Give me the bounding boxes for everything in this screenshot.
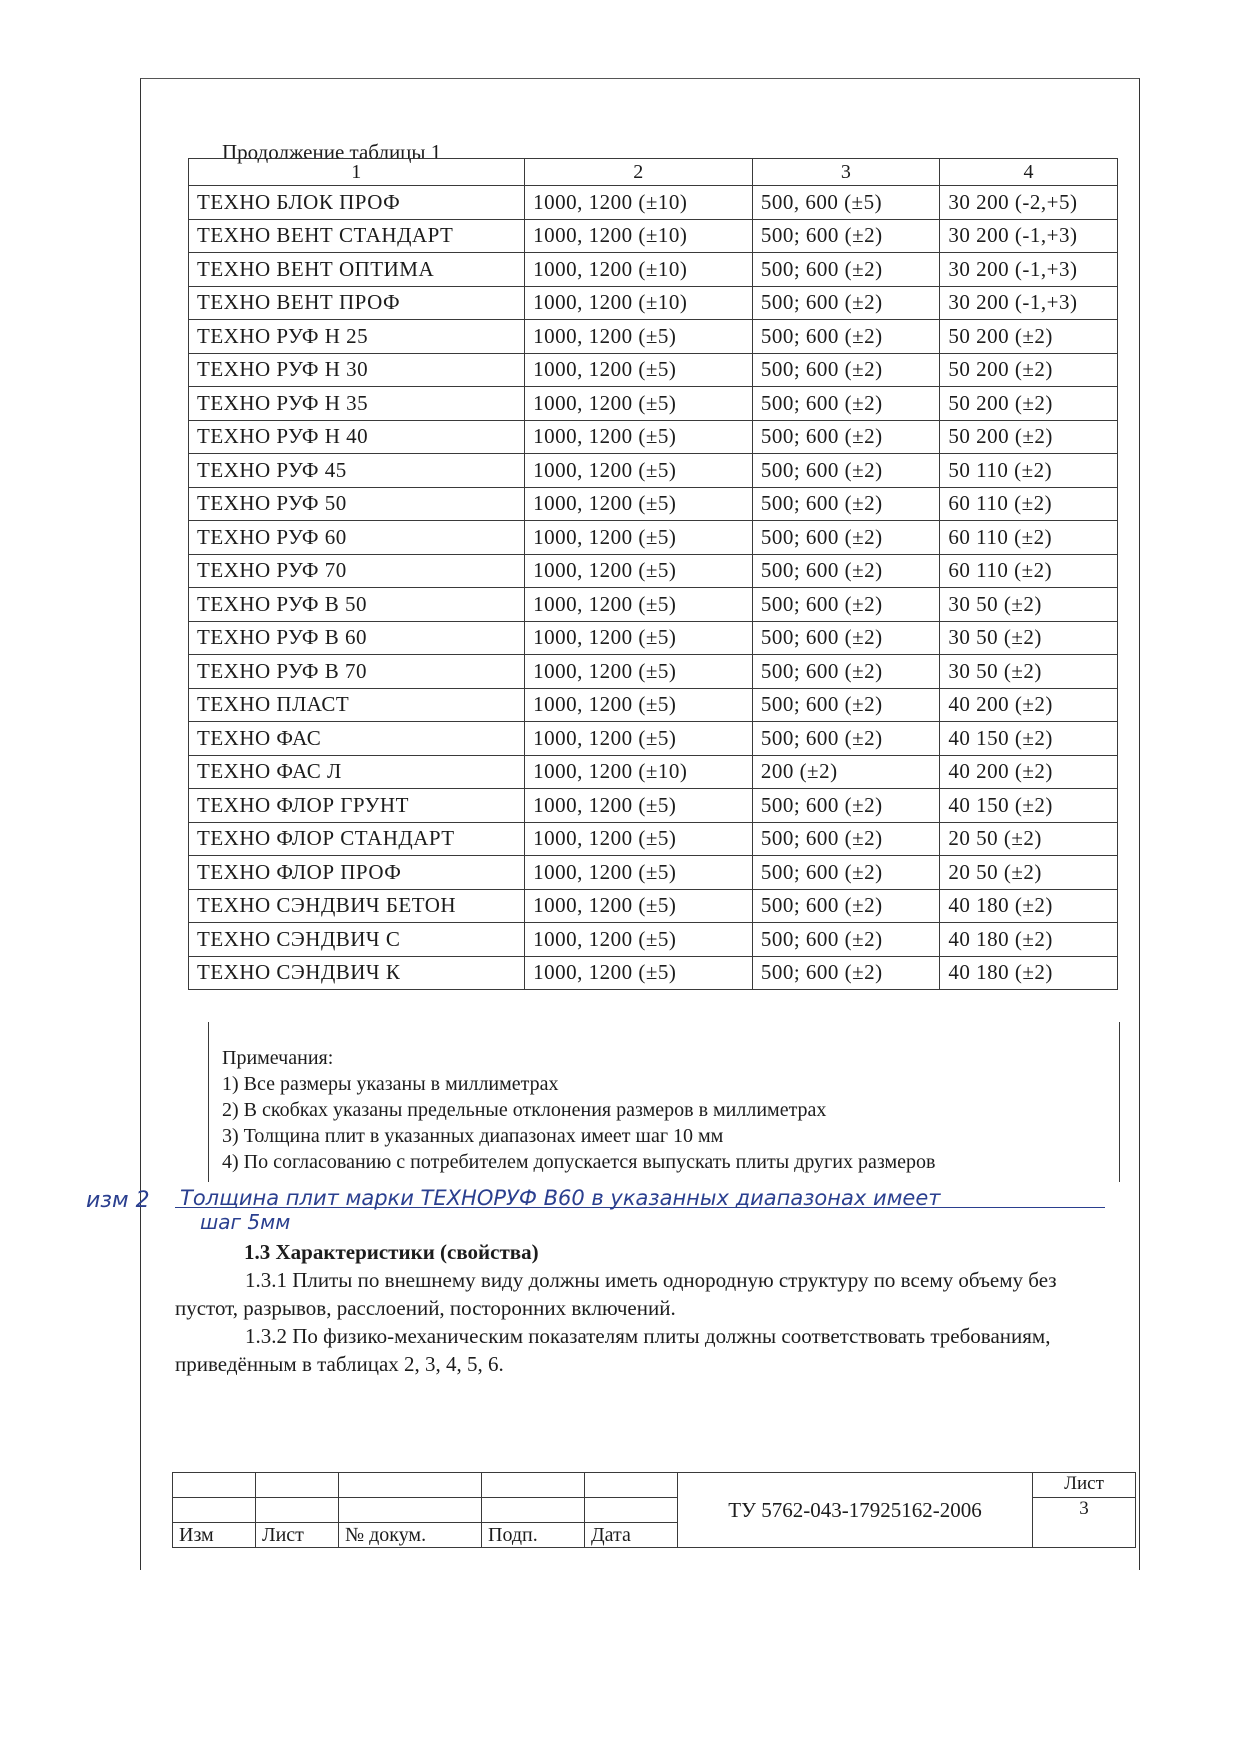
table-cell: ТЕХНО РУФ Н 30 <box>189 353 525 387</box>
title-block-stamp <box>172 1472 1136 1548</box>
table-row <box>189 286 1118 320</box>
table-cell: 50 110 (±2) <box>940 454 1118 488</box>
table-cell: 1000, 1200 (±5) <box>525 688 753 722</box>
table-cell: 500; 600 (±2) <box>752 554 940 588</box>
note-item: 1) Все размеры указаны в миллиметрах <box>222 1073 559 1095</box>
table-cell: 500; 600 (±2) <box>752 487 940 521</box>
stamp-label-signature: Подп. <box>482 1523 585 1548</box>
table-cell: ТЕХНО СЭНДВИЧ С <box>189 923 525 957</box>
table-cell: 1000, 1200 (±5) <box>525 454 753 488</box>
sheet-number: 3 <box>1033 1498 1136 1548</box>
table-row <box>189 521 1118 555</box>
table-cell: ТЕХНО ФЛОР СТАНДАРТ <box>189 822 525 856</box>
table-cell: 1000, 1200 (±5) <box>525 353 753 387</box>
handwritten-underline <box>175 1206 1105 1208</box>
table-cell: ТЕХНО РУФ Н 40 <box>189 420 525 454</box>
table-caption: Продолжение таблицы 1 <box>222 140 442 164</box>
table-cell: 50 200 (±2) <box>940 387 1118 421</box>
table-cell: ТЕХНО РУФ Н 35 <box>189 387 525 421</box>
table-cell: 1000, 1200 (±5) <box>525 554 753 588</box>
table-row <box>189 186 1118 220</box>
table-cell: 500; 600 (±2) <box>752 923 940 957</box>
section-paragraph-2: 1.3.2 По физико-механическим показателям плиты должны соответствовать требованиям, приведённым в таблицах 2, 3, 4, 5, 6. <box>175 1324 1051 1376</box>
table-cell: 500; 600 (±2) <box>752 454 940 488</box>
table-cell: 500; 600 (±2) <box>752 353 940 387</box>
table-cell: 500, 600 (±5) <box>752 186 940 220</box>
table-cell: 40 180 (±2) <box>940 889 1118 923</box>
table-cell: 500; 600 (±2) <box>752 889 940 923</box>
table-cell: 30 200 (-1,+3) <box>940 253 1118 287</box>
table-row <box>189 588 1118 622</box>
table-cell: 500; 600 (±2) <box>752 286 940 320</box>
handwritten-line-1: Толщина плит марки ТЕХНОРУФ В60 в указанных диапазонах имеет <box>180 1186 941 1210</box>
note-item: 4) По согласованию с потребителем допускается выпускать плиты других размеров <box>222 1151 936 1173</box>
table-cell: 1000, 1200 (±5) <box>525 387 753 421</box>
table-cell: 500; 600 (±2) <box>752 822 940 856</box>
table-cell: 500; 600 (±2) <box>752 588 940 622</box>
table-cell: 30 50 (±2) <box>940 655 1118 689</box>
table-cell: 50 200 (±2) <box>940 420 1118 454</box>
table-cell: 60 110 (±2) <box>940 487 1118 521</box>
stamp-label-date: Дата <box>585 1523 678 1548</box>
table-cell: 30 50 (±2) <box>940 621 1118 655</box>
handwritten-line-2: шаг 5мм <box>200 1210 291 1234</box>
table-cell: 1000, 1200 (±5) <box>525 588 753 622</box>
table-cell: 30 50 (±2) <box>940 588 1118 622</box>
table-cell: ТЕХНО РУФ 60 <box>189 521 525 555</box>
table-cell: 30 200 (-2,+5) <box>940 186 1118 220</box>
table-cell: 40 180 (±2) <box>940 923 1118 957</box>
table-cell: ТЕХНО ВЕНТ СТАНДАРТ <box>189 219 525 253</box>
table-cell: 500; 600 (±2) <box>752 253 940 287</box>
table-cell: ТЕХНО РУФ В 70 <box>189 655 525 689</box>
column-header-2: 2 <box>525 159 753 186</box>
table-cell: 1000, 1200 (±5) <box>525 923 753 957</box>
table-cell: 30 200 (-1,+3) <box>940 219 1118 253</box>
table-cell: 500; 600 (±2) <box>752 789 940 823</box>
table-cell: 40 200 (±2) <box>940 688 1118 722</box>
table-cell: 500; 600 (±2) <box>752 387 940 421</box>
table-cell: 40 180 (±2) <box>940 956 1118 990</box>
table-cell: 500; 600 (±2) <box>752 722 940 756</box>
table-row <box>189 755 1118 789</box>
table-cell: 1000, 1200 (±5) <box>525 320 753 354</box>
table-cell: 1000, 1200 (±5) <box>525 722 753 756</box>
table-row <box>189 454 1118 488</box>
table-cell: ТЕХНО РУФ В 50 <box>189 588 525 622</box>
table-cell: 1000, 1200 (±5) <box>525 856 753 890</box>
table-row <box>189 655 1118 689</box>
note-item: 3) Толщина плит в указанных диапазонах имеет шаг 10 мм <box>222 1125 724 1147</box>
notes <box>222 1045 1092 1175</box>
table-row <box>189 722 1118 756</box>
table-cell: ТЕХНО ФЛОР ГРУНТ <box>189 789 525 823</box>
table-cell: ТЕХНО РУФ Н 25 <box>189 320 525 354</box>
table-cell: 1000, 1200 (±10) <box>525 253 753 287</box>
table-cell: 20 50 (±2) <box>940 822 1118 856</box>
table-cell: 500; 600 (±2) <box>752 621 940 655</box>
table-cell: 60 110 (±2) <box>940 521 1118 555</box>
table-cell: 500; 600 (±2) <box>752 219 940 253</box>
table-cell: 1000, 1200 (±10) <box>525 219 753 253</box>
table-row <box>189 856 1118 890</box>
table-cell: 500; 600 (±2) <box>752 420 940 454</box>
table-cell: 1000, 1200 (±5) <box>525 822 753 856</box>
table-cell: 1000, 1200 (±10) <box>525 286 753 320</box>
table-cell: 500; 600 (±2) <box>752 521 940 555</box>
table-cell: ТЕХНО СЭНДВИЧ БЕТОН <box>189 889 525 923</box>
table-cell: 30 200 (-1,+3) <box>940 286 1118 320</box>
table-row <box>189 554 1118 588</box>
table-cell: ТЕХНО ФЛОР ПРОФ <box>189 856 525 890</box>
document-code: ТУ 5762-043-17925162-2006 <box>678 1473 1033 1548</box>
table-cell: 1000, 1200 (±10) <box>525 755 753 789</box>
table-cell: 1000, 1200 (±10) <box>525 186 753 220</box>
table-cell: 40 200 (±2) <box>940 755 1118 789</box>
table-row <box>189 487 1118 521</box>
table-row <box>189 253 1118 287</box>
table-cell: 50 200 (±2) <box>940 320 1118 354</box>
stamp-label-doc-number: № докум. <box>339 1523 482 1548</box>
table-cell: 1000, 1200 (±5) <box>525 621 753 655</box>
stamp-label-list: Лист <box>256 1523 339 1548</box>
table-cell: ТЕХНО РУФ 45 <box>189 454 525 488</box>
table-row <box>189 320 1118 354</box>
table-cell: 20 50 (±2) <box>940 856 1118 890</box>
table-cell: 200 (±2) <box>752 755 940 789</box>
section-paragraph-1: 1.3.1 Плиты по внешнему виду должны иметь однородную структуру по всему объему без пустот, разрывов, расслоений, посторонних включений. <box>175 1268 1057 1320</box>
spec-table <box>188 158 1118 990</box>
table-cell: 1000, 1200 (±5) <box>525 789 753 823</box>
table-cell: ТЕХНО ФАС <box>189 722 525 756</box>
section-heading: 1.3 Характеристики (свойства) <box>244 1240 539 1264</box>
table-cell: 500; 600 (±2) <box>752 320 940 354</box>
stamp-label-izm: Изм <box>173 1523 256 1548</box>
notes-title: Примечания: <box>222 1047 334 1069</box>
table-row <box>189 923 1118 957</box>
table-cell: 40 150 (±2) <box>940 722 1118 756</box>
table-cell: ТЕХНО БЛОК ПРОФ <box>189 186 525 220</box>
column-header-1: 1 <box>189 159 525 186</box>
table-body <box>189 186 1118 990</box>
table-cell: ТЕХНО РУФ 70 <box>189 554 525 588</box>
table-cell: 60 110 (±2) <box>940 554 1118 588</box>
table-cell: ТЕХНО ФАС Л <box>189 755 525 789</box>
table-row <box>189 219 1118 253</box>
note-item: 2) В скобках указаны предельные отклонения размеров в миллиметрах <box>222 1099 827 1121</box>
table-cell: ТЕХНО ВЕНТ ПРОФ <box>189 286 525 320</box>
table-header-row <box>189 159 1118 186</box>
table-cell: 500; 600 (±2) <box>752 655 940 689</box>
table-cell: 1000, 1200 (±5) <box>525 521 753 555</box>
table-cell: ТЕХНО СЭНДВИЧ К <box>189 956 525 990</box>
column-header-4: 4 <box>940 159 1118 186</box>
table-cell: ТЕХНО РУФ 50 <box>189 487 525 521</box>
table-row <box>189 889 1118 923</box>
table-cell: ТЕХНО ПЛАСТ <box>189 688 525 722</box>
table-cell: ТЕХНО РУФ В 60 <box>189 621 525 655</box>
sheet-label: Лист <box>1033 1473 1136 1498</box>
table-cell: ТЕХНО ВЕНТ ОПТИМА <box>189 253 525 287</box>
table-cell: 500; 600 (±2) <box>752 856 940 890</box>
table-cell: 500; 600 (±2) <box>752 956 940 990</box>
table-cell: 40 150 (±2) <box>940 789 1118 823</box>
table-row <box>189 353 1118 387</box>
table-row <box>189 956 1118 990</box>
table-cell: 500; 600 (±2) <box>752 688 940 722</box>
table-cell: 1000, 1200 (±5) <box>525 889 753 923</box>
table-cell: 1000, 1200 (±5) <box>525 487 753 521</box>
table-row <box>189 822 1118 856</box>
table-cell: 1000, 1200 (±5) <box>525 956 753 990</box>
table-cell: 1000, 1200 (±5) <box>525 655 753 689</box>
table-row <box>189 621 1118 655</box>
table-row <box>189 688 1118 722</box>
table-cell: 50 200 (±2) <box>940 353 1118 387</box>
table-cell: 1000, 1200 (±5) <box>525 420 753 454</box>
table-row <box>189 387 1118 421</box>
table-row <box>189 789 1118 823</box>
handwritten-margin-note: изм 2 <box>86 1188 150 1213</box>
table-row <box>189 420 1118 454</box>
column-header-3: 3 <box>752 159 940 186</box>
